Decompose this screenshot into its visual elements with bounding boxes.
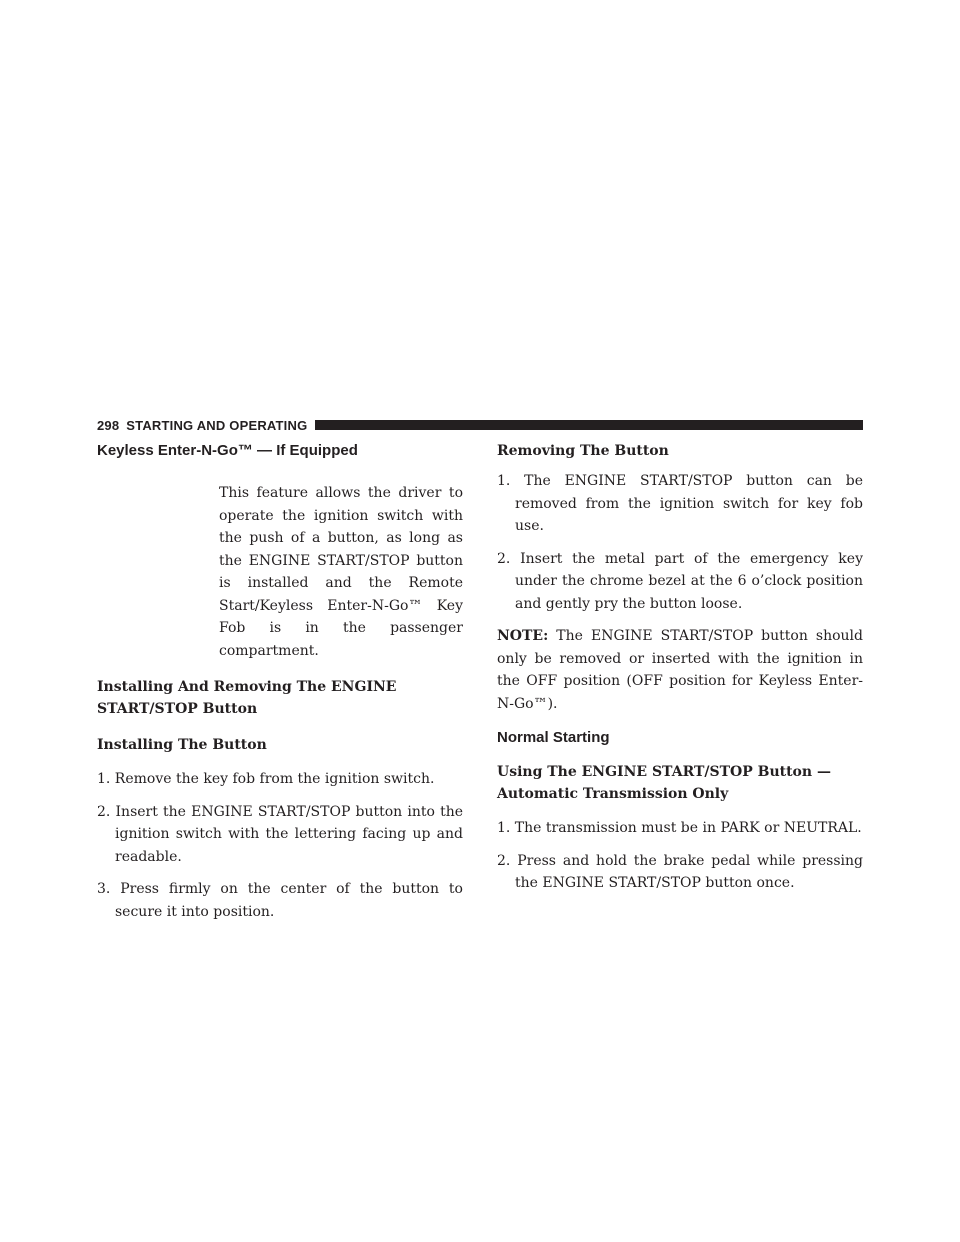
left-column xyxy=(97,440,463,923)
normal-starting-heading: Normal Starting xyxy=(497,729,610,746)
right-column xyxy=(497,440,863,895)
list-item: 1. The transmission must be in PARK or NEUTRAL. xyxy=(497,820,862,836)
subheading-line-1: Installing And Removing The ENGINE xyxy=(97,679,397,695)
subheading-line-2: Automatic Transmission Only xyxy=(497,786,729,802)
page-header xyxy=(97,418,863,432)
list-item: 1. The ENGINE START/STOP button can be removed from the ignition switch for key fob use. xyxy=(497,473,863,534)
subheading-removing: Removing The Button xyxy=(497,443,669,459)
header-rule xyxy=(315,420,863,430)
intro-paragraph: This feature allows the driver to operate the ignition switch with the push of a button, as long as the ENGINE START/STOP button is installed and the Remote Start/Keyless Enter-N-Go™ Key Fob is in the passenger compartment. xyxy=(219,485,463,659)
subheading-install-remove xyxy=(97,676,463,720)
section-heading: Keyless Enter-N-Go™ — If Equipped xyxy=(97,442,358,459)
subheading-line-2: START/STOP Button xyxy=(97,701,258,717)
page-number: 298 xyxy=(97,417,120,433)
list-item: 2. Insert the ENGINE START/STOP button into the ignition switch with the lettering facing up and readable. xyxy=(97,803,463,865)
note-label: NOTE: xyxy=(497,628,549,644)
section-title: STARTING AND OPERATING xyxy=(126,417,308,433)
note-text: The ENGINE START/STOP button should only be removed or inserted with the ignition in the OFF position (OFF position for Keyless Enter-N-Go™). xyxy=(497,628,863,712)
note-paragraph xyxy=(497,625,863,715)
list-item: 3. Press firmly on the center of the button to secure it into position. xyxy=(97,881,463,920)
subheading-installing: Installing The Button xyxy=(97,737,267,753)
list-item: 2. Press and hold the brake pedal while pressing the ENGINE START/STOP button once. xyxy=(497,852,863,891)
subheading-using-button xyxy=(497,761,863,805)
subheading-line-1: Using The ENGINE START/STOP Button — xyxy=(497,764,831,780)
list-item: 2. Insert the metal part of the emergency key under the chrome bezel at the 6 o’clock position and gently pry the button loose. xyxy=(497,550,863,612)
list-item: 1. Remove the key fob from the ignition switch. xyxy=(97,771,435,787)
